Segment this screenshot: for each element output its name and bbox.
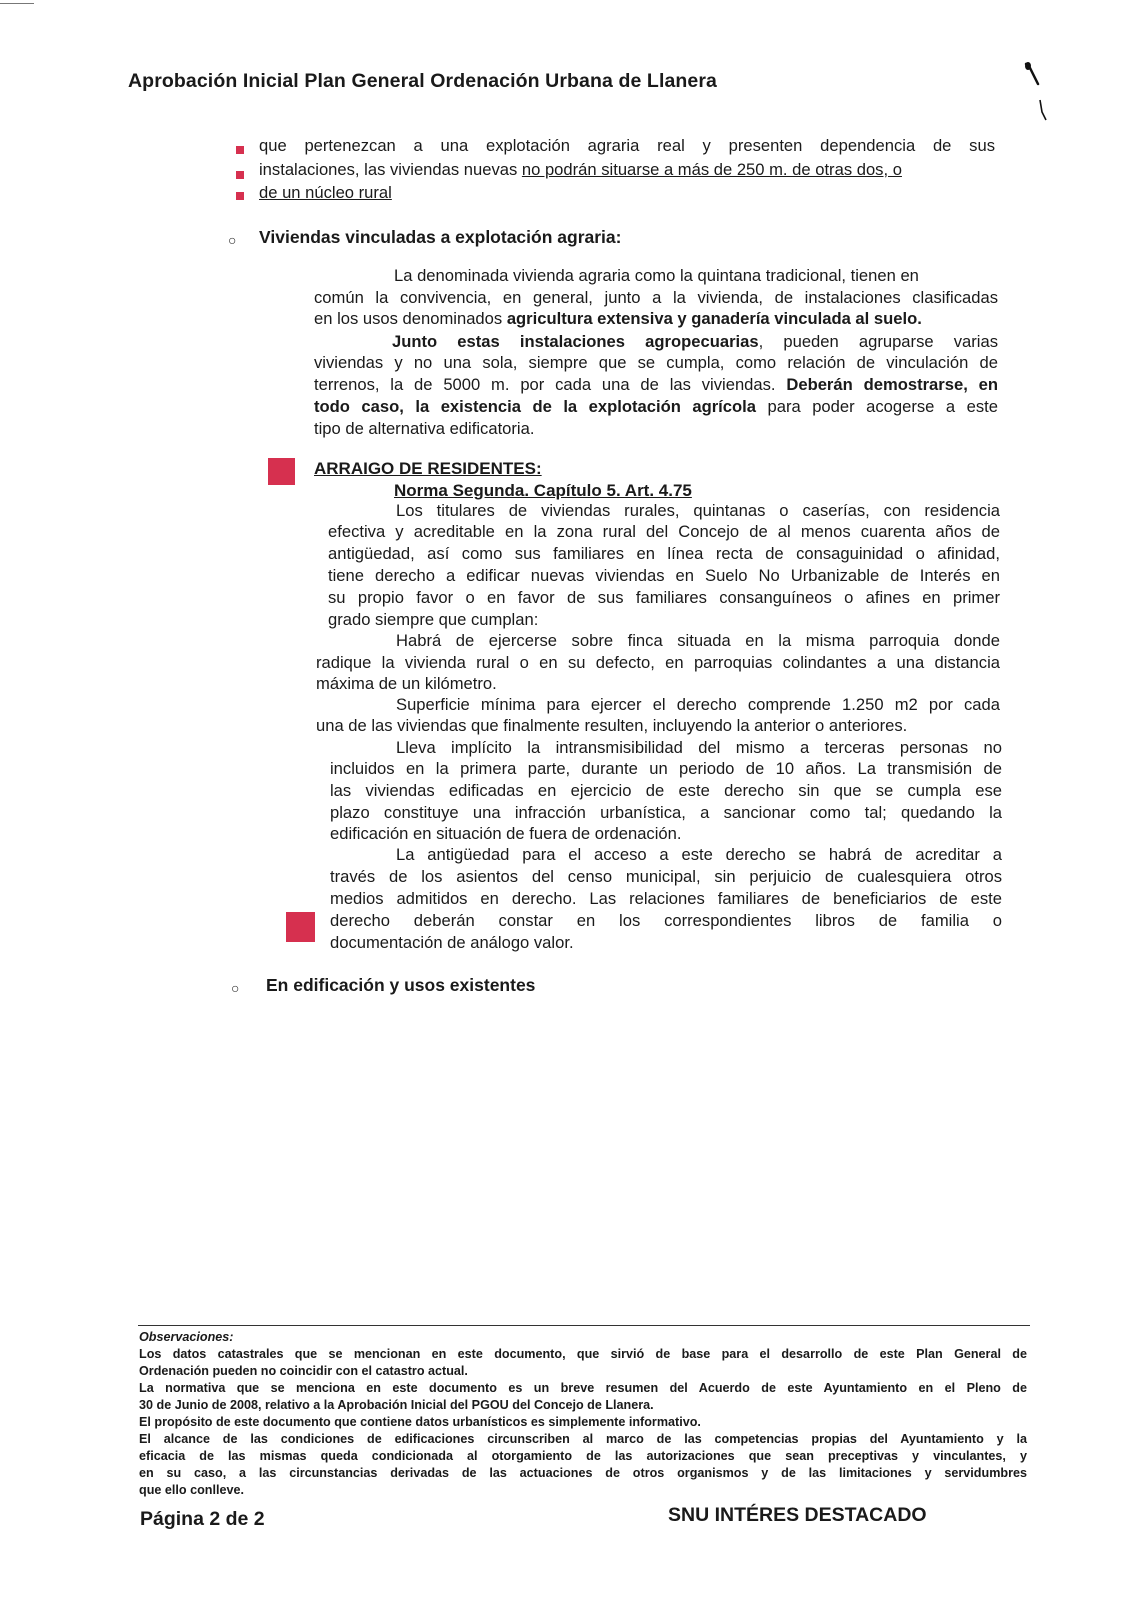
paragraph-line: efectiva y acreditable en la zona rural del Concejo de al menos cuarenta años de bbox=[328, 522, 1000, 541]
paragraph-line: Superficie mínima para ejercer el derecho comprende 1.250 m2 por cada bbox=[396, 695, 1000, 714]
page-header-title: Aprobación Inicial Plan General Ordenación Urbana de Llanera bbox=[128, 70, 717, 92]
paragraph-line: terrenos, la de 5000 m. por cada una de las viviendas. Deberán demostrarse, en bbox=[314, 375, 998, 394]
footer-divider bbox=[138, 1325, 1030, 1326]
bullet-square-icon bbox=[236, 171, 244, 179]
paragraph-line: antigüedad, así como sus familiares en línea recta de consaguinidad o afinidad, bbox=[328, 544, 1000, 563]
circle-bullet-icon: ○ bbox=[231, 980, 240, 996]
bullet-line-2: instalaciones, las viviendas nuevas no podrán situarse a más de 250 m. de otras dos, o bbox=[259, 160, 902, 179]
footer-note-line: eficacia de las mismas queda condicionada al otorgamiento de las autorizaciones que sean preceptivas y vinculantes, y bbox=[139, 1449, 1027, 1463]
paragraph-line: tipo de alternativa edificatoria. bbox=[314, 419, 535, 438]
footer-note-line: Los datos catastrales que se mencionan en este documento, que sirvió de base para el desarrollo de este Plan General de bbox=[139, 1347, 1027, 1361]
section-heading-arraigo: ARRAIGO DE RESIDENTES: bbox=[314, 459, 542, 478]
page-number: Página 2 de 2 bbox=[140, 1508, 265, 1530]
paragraph-line: La antigüedad para el acceso a este derecho se habrá de acreditar a bbox=[396, 845, 1002, 864]
paragraph-line: edificación en situación de fuera de ordenación. bbox=[330, 824, 682, 843]
circle-bullet-icon: ○ bbox=[228, 232, 237, 248]
paragraph-line: La denominada vivienda agraria como la quintana tradicional, tienen en bbox=[394, 266, 919, 285]
footer-note-line: La normativa que se menciona en este documento es un breve resumen del Acuerdo de este Ayuntamiento en el Pleno de bbox=[139, 1381, 1027, 1395]
footer-note-line: que ello conlleve. bbox=[139, 1483, 244, 1497]
paragraph-line: su propio favor o en favor de sus familiares consanguíneos o afines en primer bbox=[328, 588, 1000, 607]
bullet-square-icon bbox=[236, 146, 244, 154]
paragraph-line: tiene derecho a edificar nuevas viviendas en Suelo No Urbanizable de Interés en bbox=[328, 566, 1000, 585]
paragraph-line: Habrá de ejercerse sobre finca situada en la misma parroquia donde bbox=[396, 631, 1000, 650]
bullet-square-icon bbox=[236, 192, 244, 200]
paragraph-line: medios admitidos en derecho. Las relaciones familiares de beneficiarios de este bbox=[330, 889, 1002, 908]
paragraph-line: máxima de un kilómetro. bbox=[316, 674, 497, 693]
footer-note-line: El alcance de las condiciones de edificaciones circunscriben al marco de las competencias propias del Ayuntamiento y la bbox=[139, 1432, 1027, 1446]
paragraph-line: en los usos denominados agricultura extensiva y ganadería vinculada al suelo. bbox=[314, 309, 922, 328]
footer-note-line: Ordenación pueden no coincidir con el catastro actual. bbox=[139, 1364, 468, 1378]
paragraph-line: viviendas y no una sola, siempre que se cumpla, como relación de vinculación de bbox=[314, 353, 998, 372]
highlight-marker-icon bbox=[286, 912, 315, 942]
paragraph-line: documentación de análogo valor. bbox=[330, 933, 574, 952]
highlight-marker-icon bbox=[268, 458, 295, 485]
pen-mark-icon bbox=[1024, 62, 1054, 132]
document-category: SNU INTÉRES DESTACADO bbox=[668, 1504, 927, 1526]
paragraph-line: plazo constituye una infracción urbanística, a sancionar como tal; quedando la bbox=[330, 803, 1002, 822]
bullet-line-3: de un núcleo rural bbox=[259, 183, 392, 202]
paragraph-line: común la convivencia, en general, junto a la vivienda, de instalaciones clasificadas bbox=[314, 288, 998, 307]
paragraph-line: una de las viviendas que finalmente resulten, incluyendo la anterior o anteriores. bbox=[316, 716, 908, 735]
paragraph-line: radique la vivienda rural o en su defecto, en parroquias colindantes a una distancia bbox=[316, 653, 1000, 672]
section-heading-existentes: En edificación y usos existentes bbox=[266, 975, 536, 995]
paragraph-line: Los titulares de viviendas rurales, quintanas o caserías, con residencia bbox=[396, 501, 1000, 520]
paragraph-line: Junto estas instalaciones agropecuarias, pueden agruparse varias bbox=[392, 332, 998, 351]
footer-note-line: 30 de Junio de 2008, relativo a la Aprobación Inicial del PGOU del Concejo de Llanera. bbox=[139, 1398, 654, 1412]
paragraph-line: incluidos en la primera parte, durante un periodo de 10 años. La transmisión de bbox=[330, 759, 1002, 778]
bullet-line-1: que pertenezcan a una explotación agraria real y presenten dependencia de sus bbox=[259, 136, 995, 155]
paragraph-line: derecho deberán constar en los correspondientes libros de familia o bbox=[330, 911, 1002, 930]
paragraph-line: grado siempre que cumplan: bbox=[328, 610, 539, 629]
scan-edge-mark bbox=[0, 3, 34, 4]
norma-reference: Norma Segunda. Capítulo 5. Art. 4.75 bbox=[394, 481, 692, 500]
footer-note-line: El propósito de este documento que contiene datos urbanísticos es simplemente informativo. bbox=[139, 1415, 701, 1429]
paragraph-line: través de los asientos del censo municipal, sin perjuicio de cualesquiera otros bbox=[330, 867, 1002, 886]
footer-note-line: en su caso, a las circunstancias derivadas de las actuaciones de otros organismos y de las limitaciones y servidumbres bbox=[139, 1466, 1027, 1480]
paragraph-line: las viviendas edificadas en ejercicio de este derecho sin que se cumpla ese bbox=[330, 781, 1002, 800]
observaciones-label: Observaciones: bbox=[139, 1330, 234, 1344]
paragraph-line: Lleva implícito la intransmisibilidad del mismo a terceras personas no bbox=[396, 738, 1002, 757]
paragraph-line: todo caso, la existencia de la explotación agrícola para poder acogerse a este bbox=[314, 397, 998, 416]
section-heading-vinculadas: Viviendas vinculadas a explotación agraria: bbox=[259, 227, 622, 247]
